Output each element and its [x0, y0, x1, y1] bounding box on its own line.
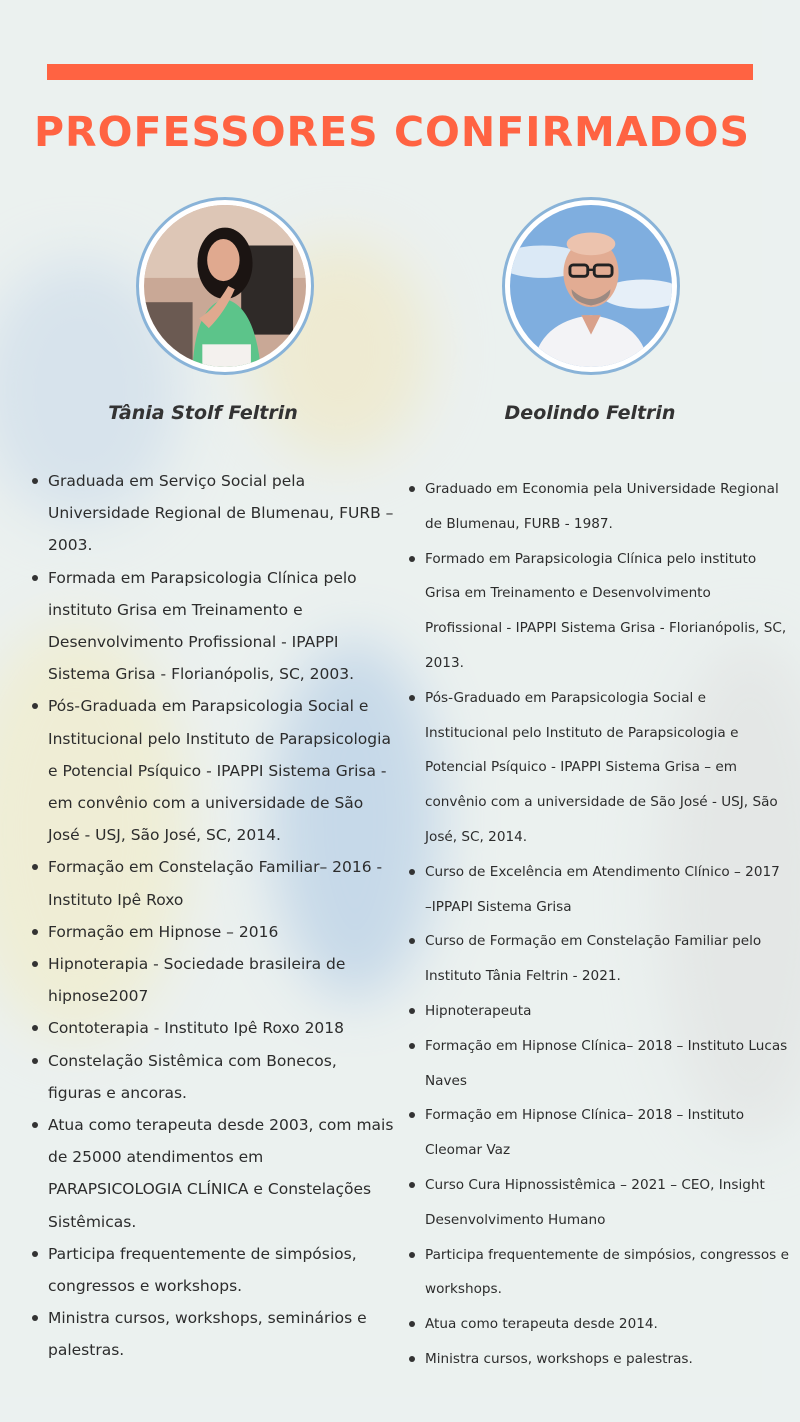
list-item: Formação em Constelação Familiar– 2016 - Instituto Ipê Roxo — [48, 851, 394, 915]
top-accent-bar — [47, 64, 753, 80]
list-item: Formado em Parapsicologia Clínica pelo instituto Grisa em Treinamento e Desenvolvimento Profissional - IPAPPI Sistema Grisa - Florianópolis, SC, 2013. — [425, 542, 790, 681]
list-item: Graduado em Economia pela Universidade Regional de Blumenau, FURB - 1987. — [425, 472, 790, 542]
list-item: Pós-Graduada em Parapsicologia Social e Institucional pelo Instituto de Parapsicologia e Potencial Psíquico - IPAPPI Sistema Grisa - em convênio com a universidade de São José - USJ, São José, SC, 2014. — [48, 690, 394, 851]
list-item: Participa frequentemente de simpósios, congressos e workshops. — [48, 1238, 394, 1302]
list-item: Formação em Hipnose Clínica– 2018 – Instituto Cleomar Vaz — [425, 1098, 790, 1168]
list-item: Hipnoterapia - Sociedade brasileira de hipnose2007 — [48, 948, 394, 1012]
list-item: Formação em Hipnose – 2016 — [48, 916, 394, 948]
list-item: Constelação Sistêmica com Bonecos, figuras e ancoras. — [48, 1045, 394, 1109]
professor-name-tania: Tânia Stolf Feltrin — [108, 402, 298, 424]
deolindo-credentials-list — [425, 472, 790, 1377]
list-item: Curso de Formação em Constelação Familiar pelo Instituto Tânia Feltrin - 2021. — [425, 924, 790, 994]
list-item: Contoterapia - Instituto Ipê Roxo 2018 — [48, 1012, 394, 1044]
woman-portrait-icon — [144, 205, 306, 367]
list-item: Curso Cura Hipnossistêmica – 2021 – CEO, Insight Desenvolvimento Humano — [425, 1168, 790, 1238]
professor-name-deolindo: Deolindo Feltrin — [504, 402, 676, 424]
list-item: Ministra cursos, workshops, seminários e palestras. — [48, 1302, 394, 1366]
list-item: Participa frequentemente de simpósios, congressos e workshops. — [425, 1238, 790, 1308]
list-item: Atua como terapeuta desde 2003, com mais de 25000 atendimentos em PARAPSICOLOGIA CLÍNICA e Constelações Sistêmicas. — [48, 1109, 394, 1238]
list-item: Ministra cursos, workshops e palestras. — [425, 1342, 790, 1377]
avatar-tania — [136, 197, 314, 375]
man-portrait-icon — [510, 205, 672, 367]
tania-credentials-list — [48, 465, 394, 1367]
list-item: Formada em Parapsicologia Clínica pelo instituto Grisa em Treinamento e Desenvolvimento Profissional - IPAPPI Sistema Grisa - Florianópolis, SC, 2003. — [48, 562, 394, 691]
list-item: Pós-Graduado em Parapsicologia Social e Institucional pelo Instituto de Parapsicologia e Potencial Psíquico - IPAPPI Sistema Grisa – em convênio com a universidade de São José - USJ, São José, SC, 2014. — [425, 681, 790, 855]
avatar-deolindo — [502, 197, 680, 375]
list-item: Curso de Excelência em Atendimento Clínico – 2017 –IPPAPI Sistema Grisa — [425, 855, 790, 925]
list-item: Hipnoterapeuta — [425, 994, 790, 1029]
list-item: Atua como terapeuta desde 2014. — [425, 1307, 790, 1342]
page-title: PROFESSORES CONFIRMADOS — [34, 108, 750, 156]
list-item: Formação em Hipnose Clínica– 2018 – Instituto Lucas Naves — [425, 1029, 790, 1099]
list-item: Graduada em Serviço Social pela Universidade Regional de Blumenau, FURB – 2003. — [48, 465, 394, 562]
